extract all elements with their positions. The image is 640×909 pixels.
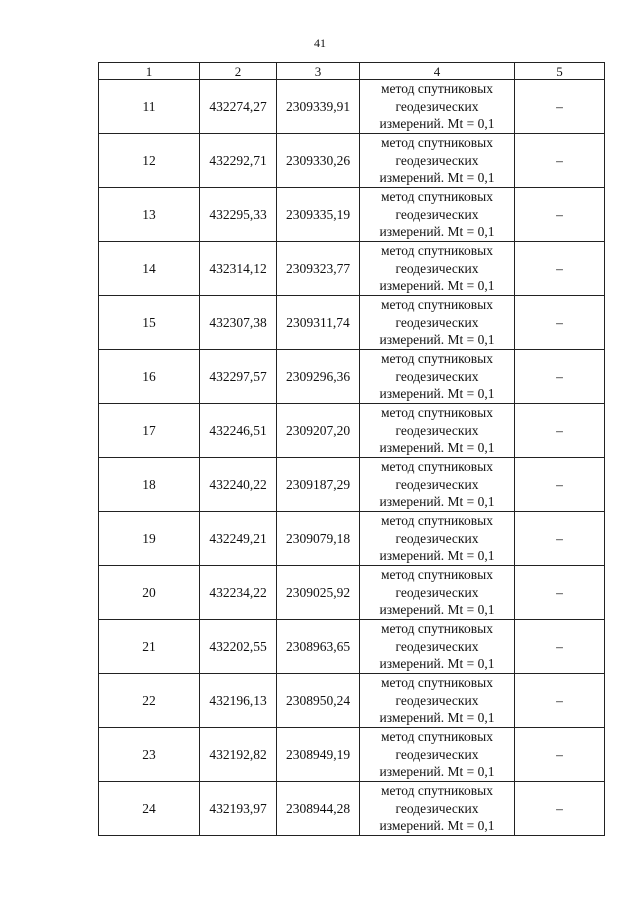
table-row (99, 728, 605, 782)
table-row (99, 296, 605, 350)
method-line: измерений. Mt = 0,1 (379, 440, 495, 456)
method-line: геодезических (395, 800, 479, 816)
method-line: измерений. Mt = 0,1 (379, 386, 495, 402)
y-coordinate-cell: 2309025,92 (277, 566, 360, 620)
method-line: метод спутниковых (381, 189, 493, 205)
method-line: геодезических (395, 692, 479, 708)
method-line: измерений. Mt = 0,1 (379, 764, 495, 780)
method-line: метод спутниковых (381, 135, 493, 151)
note-cell: – (515, 620, 605, 674)
point-number-cell: 22 (99, 674, 200, 728)
method-cell (360, 188, 515, 242)
method-line: геодезических (395, 368, 479, 384)
header-row (99, 63, 605, 80)
x-coordinate-cell: 432249,21 (200, 512, 277, 566)
method-cell (360, 728, 515, 782)
header-col-1: 1 (99, 63, 200, 80)
method-line: метод спутниковых (381, 297, 493, 313)
x-coordinate-cell: 432240,22 (200, 458, 277, 512)
table-row (99, 188, 605, 242)
header-col-2: 2 (200, 63, 277, 80)
table-row (99, 674, 605, 728)
y-coordinate-cell: 2309296,36 (277, 350, 360, 404)
point-number-cell: 19 (99, 512, 200, 566)
y-coordinate-cell: 2309187,29 (277, 458, 360, 512)
y-coordinate-cell: 2309311,74 (277, 296, 360, 350)
note-cell: – (515, 512, 605, 566)
method-cell (360, 134, 515, 188)
x-coordinate-cell: 432307,38 (200, 296, 277, 350)
table-row (99, 134, 605, 188)
y-coordinate-cell: 2309323,77 (277, 242, 360, 296)
note-cell: – (515, 458, 605, 512)
method-line: измерений. Mt = 0,1 (379, 656, 495, 672)
table-row (99, 350, 605, 404)
method-line: метод спутниковых (381, 729, 493, 745)
x-coordinate-cell: 432295,33 (200, 188, 277, 242)
header-col-4: 4 (360, 63, 515, 80)
method-line: измерений. Mt = 0,1 (379, 602, 495, 618)
method-line: измерений. Mt = 0,1 (379, 278, 495, 294)
table-row (99, 458, 605, 512)
y-coordinate-cell: 2308949,19 (277, 728, 360, 782)
table-row (99, 620, 605, 674)
note-cell: – (515, 404, 605, 458)
method-line: геодезических (395, 422, 479, 438)
method-line: метод спутниковых (381, 459, 493, 475)
method-line: измерений. Mt = 0,1 (379, 548, 495, 564)
method-line: метод спутниковых (381, 243, 493, 259)
point-number-cell: 20 (99, 566, 200, 620)
table-header (99, 63, 605, 80)
x-coordinate-cell: 432314,12 (200, 242, 277, 296)
y-coordinate-cell: 2309330,26 (277, 134, 360, 188)
note-cell: – (515, 242, 605, 296)
x-coordinate-cell: 432196,13 (200, 674, 277, 728)
table-row (99, 242, 605, 296)
table-row (99, 782, 605, 836)
header-col-5: 5 (515, 63, 605, 80)
method-line: измерений. Mt = 0,1 (379, 224, 495, 240)
point-number-cell: 12 (99, 134, 200, 188)
point-number-cell: 18 (99, 458, 200, 512)
method-line: метод спутниковых (381, 783, 493, 799)
method-line: метод спутниковых (381, 351, 493, 367)
method-cell (360, 242, 515, 296)
table-row (99, 512, 605, 566)
note-cell: – (515, 134, 605, 188)
point-number-cell: 14 (99, 242, 200, 296)
method-cell (360, 404, 515, 458)
method-cell (360, 80, 515, 134)
method-line: геодезических (395, 260, 479, 276)
point-number-cell: 24 (99, 782, 200, 836)
method-line: геодезических (395, 746, 479, 762)
point-number-cell: 17 (99, 404, 200, 458)
note-cell: – (515, 350, 605, 404)
x-coordinate-cell: 432202,55 (200, 620, 277, 674)
method-line: геодезических (395, 476, 479, 492)
note-cell: – (515, 80, 605, 134)
x-coordinate-cell: 432234,22 (200, 566, 277, 620)
x-coordinate-cell: 432193,97 (200, 782, 277, 836)
method-cell (360, 620, 515, 674)
table-row (99, 566, 605, 620)
method-line: измерений. Mt = 0,1 (379, 332, 495, 348)
page-number: 41 (314, 36, 326, 50)
method-line: метод спутниковых (381, 81, 493, 97)
header-col-3: 3 (277, 63, 360, 80)
method-line: измерений. Mt = 0,1 (379, 710, 495, 726)
note-cell: – (515, 566, 605, 620)
point-number-cell: 11 (99, 80, 200, 134)
note-cell: – (515, 188, 605, 242)
method-line: измерений. Mt = 0,1 (379, 494, 495, 510)
point-number-cell: 21 (99, 620, 200, 674)
method-line: геодезических (395, 584, 479, 600)
method-cell (360, 296, 515, 350)
point-number-cell: 16 (99, 350, 200, 404)
note-cell: – (515, 674, 605, 728)
y-coordinate-cell: 2309079,18 (277, 512, 360, 566)
method-cell (360, 350, 515, 404)
x-coordinate-cell: 432297,57 (200, 350, 277, 404)
y-coordinate-cell: 2309335,19 (277, 188, 360, 242)
method-line: метод спутниковых (381, 405, 493, 421)
method-line: метод спутниковых (381, 513, 493, 529)
x-coordinate-cell: 432292,71 (200, 134, 277, 188)
method-line: измерений. Mt = 0,1 (379, 818, 495, 834)
method-line: геодезических (395, 638, 479, 654)
point-number-cell: 23 (99, 728, 200, 782)
y-coordinate-cell: 2309339,91 (277, 80, 360, 134)
method-cell (360, 782, 515, 836)
y-coordinate-cell: 2308963,65 (277, 620, 360, 674)
method-cell (360, 566, 515, 620)
table-row (99, 404, 605, 458)
table-body (99, 80, 605, 836)
note-cell: – (515, 782, 605, 836)
method-line: измерений. Mt = 0,1 (379, 116, 495, 132)
point-number-cell: 13 (99, 188, 200, 242)
y-coordinate-cell: 2308950,24 (277, 674, 360, 728)
note-cell: – (515, 728, 605, 782)
method-line: геодезических (395, 98, 479, 114)
method-line: измерений. Mt = 0,1 (379, 170, 495, 186)
point-number-cell: 15 (99, 296, 200, 350)
y-coordinate-cell: 2308944,28 (277, 782, 360, 836)
method-line: метод спутниковых (381, 621, 493, 637)
method-line: геодезических (395, 206, 479, 222)
y-coordinate-cell: 2309207,20 (277, 404, 360, 458)
method-line: метод спутниковых (381, 675, 493, 691)
method-cell (360, 458, 515, 512)
method-cell (360, 512, 515, 566)
method-line: геодезических (395, 530, 479, 546)
x-coordinate-cell: 432192,82 (200, 728, 277, 782)
coordinates-table (98, 62, 605, 836)
method-cell (360, 674, 515, 728)
table-row (99, 80, 605, 134)
note-cell: – (515, 296, 605, 350)
x-coordinate-cell: 432246,51 (200, 404, 277, 458)
method-line: геодезических (395, 152, 479, 168)
x-coordinate-cell: 432274,27 (200, 80, 277, 134)
method-line: метод спутниковых (381, 567, 493, 583)
method-line: геодезических (395, 314, 479, 330)
